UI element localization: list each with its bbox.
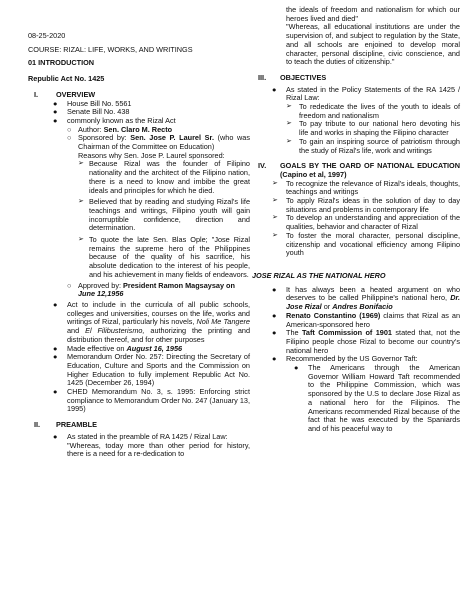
list-item: ● As stated in the Policy Statements of the RA 1425 / Rizal Law: bbox=[272, 84, 460, 103]
list-item: ➢ To rededicate the lives of the youth to ideals of freedom and nationalism bbox=[286, 102, 460, 120]
section-heading-objectives bbox=[252, 74, 460, 83]
list-item: ○ Approved by: President Ramon Magsaysay on June 12,1956 bbox=[67, 280, 235, 299]
list-item: ● The Americans through the American Governor William Howard Taft recommended to the Philippine Commission, which was sponsored by the U.S to declare Jose Rizal as a national hero for the Filipinos. The Americans recommended Rizal because of the fact that he was executed by the Spaniards and of his peaceful way to bbox=[294, 363, 460, 433]
hero-sub-list bbox=[272, 364, 460, 434]
list-item: ➢ To gain an inspiring source of patriotism through the study of Rizal's life, work and writings bbox=[286, 136, 460, 155]
list-item: ● Memorandum Order No. 257: Directing the Secretary of Education, Culture and Sports and the Commission on Higher Education to fully implement Republic Act No. 1425 (December 26, 1994) bbox=[53, 352, 250, 388]
section-number: II. bbox=[34, 420, 41, 430]
goals-list bbox=[252, 180, 460, 258]
list-item: ● commonly known as the Rizal Act bbox=[53, 115, 176, 125]
act-title: Republic Act No. 1425 bbox=[28, 74, 105, 84]
circle-bullet-icon: ○ bbox=[67, 280, 72, 290]
arrow-bullet-icon: ➢ bbox=[272, 197, 278, 205]
section-number: I. bbox=[34, 89, 39, 99]
list-item: ● Senate Bill No. 438 bbox=[53, 107, 130, 117]
overview-list bbox=[28, 100, 250, 415]
list-item: ➢ To quote the late Sen. Blas Ople; "Jose Rizal remains the supreme hero of the Philippines because of the quality of his sacrifice, his absolute dedication to the interest of his people, and his achievement in many fields of endeavors. bbox=[78, 235, 250, 279]
sub-list bbox=[53, 126, 250, 299]
list-item: ➢ To pay tribute to our national hero devoting his life and works in shaping the Filipino character bbox=[286, 119, 460, 138]
section-title: PREAMBLE bbox=[56, 420, 97, 430]
left-column bbox=[28, 0, 250, 459]
list-item: ● The Taft Commission of 1901 stated that, not the Filipino people chose Rizal to become our country's national hero bbox=[272, 328, 461, 355]
objectives-sub-list bbox=[272, 103, 460, 155]
list-item: ➢ Believed that by reading and studying Rizal's life teachings and writings, Filipino youth will gain incorruptible confidence, direction and determination. bbox=[78, 197, 250, 233]
bullet-icon: ● bbox=[294, 363, 299, 373]
list-item: ➢ To apply Rizal's ideas in the solution of day to day situations and problems in contemporary life bbox=[272, 196, 460, 214]
bullet-icon: ● bbox=[53, 352, 58, 362]
section-heading-hero: JOSE RIZAL AS THE NATIONAL HERO bbox=[252, 270, 386, 280]
bullet-icon: ● bbox=[53, 387, 58, 397]
list-item: ● Renato Constantino (1969) claims that Rizal as an American-sponsored hero bbox=[272, 310, 461, 329]
bullet-icon: ● bbox=[272, 84, 277, 94]
arrow-bullet-icon: ➢ bbox=[286, 120, 292, 128]
section-title: OBJECTIVES bbox=[280, 72, 327, 82]
bullet-icon: ● bbox=[53, 107, 58, 117]
reasons-list bbox=[67, 160, 250, 279]
list-item: ➢ To foster the moral character, personal discipline, citizenship and vocational efficiency among Filipino youth bbox=[272, 230, 460, 258]
arrow-bullet-icon: ➢ bbox=[78, 236, 84, 244]
circle-bullet-icon: ○ bbox=[67, 133, 72, 143]
list-item: ➢ To recognize the relevance of Rizal's ideals, thoughts, teachings and writings bbox=[272, 178, 460, 197]
hero-list bbox=[252, 286, 460, 434]
circle-bullet-icon: ○ bbox=[67, 124, 72, 134]
bullet-icon: ● bbox=[272, 354, 277, 364]
section-title: GOALS BY THE OARD OF NATIONAL EDUCATION (Capino et al, 1997) bbox=[280, 161, 460, 179]
list-item: ○ Author: Sen. Claro M. Recto bbox=[67, 124, 173, 134]
bullet-icon: ● bbox=[272, 328, 277, 338]
list-item: ○ Sponsored by: Sen. Jose P. Laurel Sr. (who was Chairman of the Committee on Education) bbox=[67, 133, 251, 152]
list-item: ● Made effective on August 16, 1956 bbox=[53, 343, 183, 353]
bullet-icon: ● bbox=[53, 98, 58, 108]
arrow-bullet-icon: ➢ bbox=[286, 103, 292, 111]
arrow-bullet-icon: ➢ bbox=[272, 214, 278, 222]
arrow-bullet-icon: ➢ bbox=[272, 179, 278, 187]
preamble-quote: "Whereas, today more than other period for history, there is a need for a re-dedication to bbox=[67, 440, 250, 459]
list-item: ● Recommended by the US Governor Taft: bbox=[272, 354, 418, 364]
reasons-intro: Reasons why Sen. Jose P. Laurel sponsored: bbox=[78, 150, 225, 160]
preamble-continued bbox=[252, 6, 460, 67]
list-item: ● It has always been a heated argument on who deserves to be called Philippine's national hero, Dr. Jose Rizal or Andres Bonifacio bbox=[272, 284, 460, 312]
arrow-bullet-icon: ➢ bbox=[78, 160, 84, 168]
list-item: ➢ To develop an understanding and appreciation of the qualities, behavior and character of Rizal bbox=[272, 213, 460, 232]
bullet-icon: ● bbox=[53, 115, 58, 125]
list-item: ➢ Because Rizal was the founder of Filipino nationality and the architect of the Filipino nation, there is a need to know and imbibe the great ideals and principles for which he died. bbox=[78, 159, 250, 195]
list-item: ● As stated in the preamble of RA 1425 / Rizal Law: bbox=[53, 431, 228, 441]
preamble-quote-2: "Whereas, all educational institutions are under the supervision of, and subject to regulation by the State, and all schools are enjoined to develop moral character, personal discipline, civic conscience, and to teach the duties of citizenship." bbox=[286, 22, 460, 67]
bullet-icon: ● bbox=[272, 310, 277, 320]
chapter-title: 01 INTRODUCTION bbox=[28, 58, 95, 68]
list-item: ● House Bill No. 5561 bbox=[53, 98, 132, 108]
course-title: COURSE: RIZAL: LIFE, WORKS, AND WRITINGS bbox=[28, 44, 193, 54]
bullet-icon: ● bbox=[53, 343, 58, 353]
bullet-icon: ● bbox=[53, 299, 58, 309]
date: 08-25-2020 bbox=[28, 31, 66, 40]
list-item: ● Act to include in the curricula of all public schools, colleges and universities, courses on the life, works and writings of Rizal, particularly his novels, Noli Me Tangere and El Filibusterismo, authorizing the printing and distribution thereof, and for other purposes bbox=[53, 299, 250, 344]
section-title: OVERVIEW bbox=[56, 89, 96, 99]
preamble-quote-end: the ideals of freedom and nationalism for which our heroes lived and died" bbox=[286, 5, 460, 23]
arrow-bullet-icon: ➢ bbox=[272, 231, 278, 239]
right-column bbox=[252, 0, 460, 434]
objectives-list bbox=[252, 86, 460, 156]
list-item: ● CHED Memorandum No. 3, s. 1995: Enforcing strict compliance to Memorandum Order No. 247 (January 13, 1995) bbox=[53, 387, 250, 414]
section-number: III. bbox=[258, 72, 267, 82]
section-heading-overview bbox=[28, 91, 250, 100]
section-number: IV. bbox=[258, 161, 267, 171]
section-heading-goals bbox=[252, 162, 460, 179]
bullet-icon: ● bbox=[272, 284, 277, 294]
arrow-bullet-icon: ➢ bbox=[286, 137, 292, 145]
section-heading-preamble bbox=[28, 421, 250, 430]
arrow-bullet-icon: ➢ bbox=[78, 198, 84, 206]
preamble-list bbox=[28, 433, 250, 459]
bullet-icon: ● bbox=[53, 431, 58, 441]
